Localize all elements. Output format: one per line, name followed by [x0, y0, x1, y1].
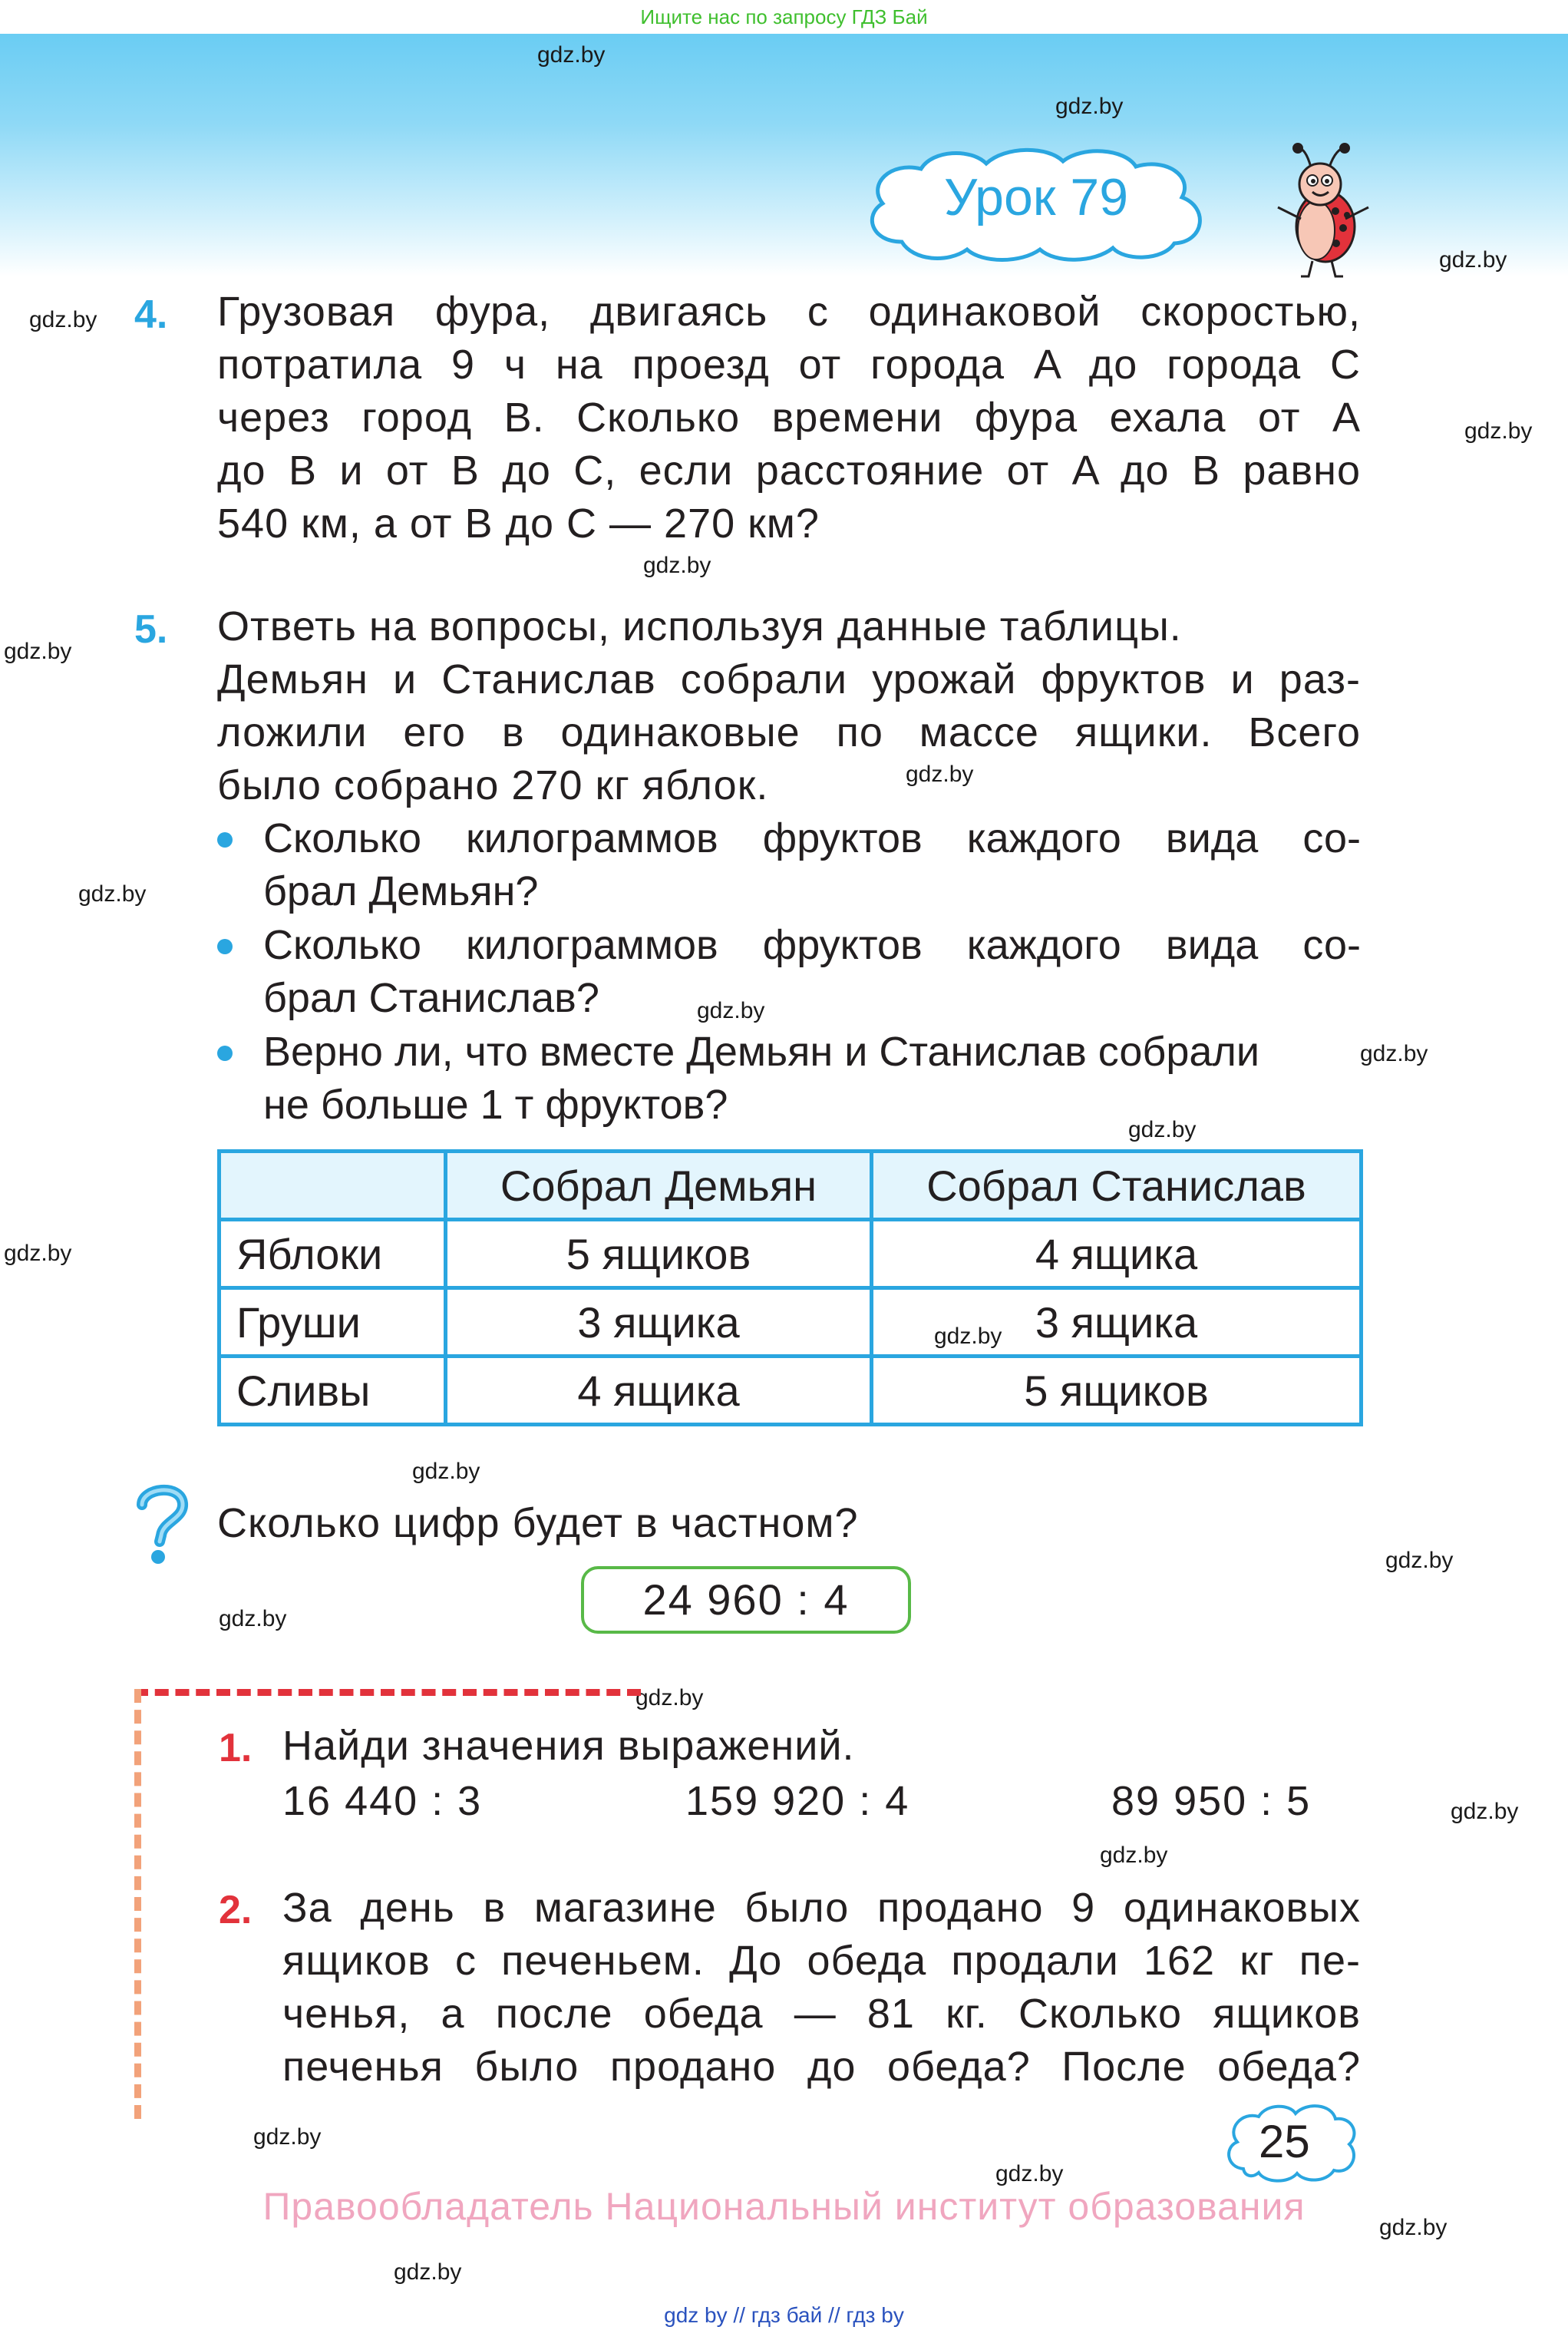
table-row	[220, 1357, 1362, 1425]
watermark: gdz.by	[643, 553, 711, 578]
watermark: gdz.by	[1451, 1799, 1519, 1824]
watermark: gdz.by	[394, 2259, 462, 2285]
table-row	[220, 1220, 1362, 1288]
watermark: gdz.by	[1379, 2215, 1448, 2240]
text-line: брал Станислав?	[263, 975, 599, 1021]
table-header-cell: Собрал Станислав	[872, 1152, 1362, 1220]
text-line: через город B. Сколько времени фура ехала от A	[217, 395, 1361, 441]
text-line: потратила 9 ч на проезд от города A до города C	[217, 342, 1361, 388]
table-cell: 4 ящика	[872, 1220, 1362, 1288]
watermark: gdz.by	[4, 1241, 72, 1266]
expression: 159 920 : 4	[685, 1778, 910, 1824]
text-line: было собрано 270 кг яблок.	[217, 762, 769, 808]
task-number: 5.	[134, 607, 168, 652]
table-row	[220, 1288, 1362, 1357]
watermark: gdz.by	[906, 762, 974, 787]
watermark: gdz.by	[219, 1606, 287, 1631]
table-header-cell	[220, 1152, 446, 1220]
question-bullet	[217, 919, 1361, 1026]
question-bullet	[217, 1026, 1361, 1133]
text-line: до B и от B до C, если расстояние от A до B равно	[217, 448, 1361, 494]
table-cell: 4 ящика	[446, 1357, 872, 1425]
lesson-title: Урок 79	[944, 168, 1129, 226]
watermark: gdz.by	[253, 2124, 322, 2150]
text-line: За день в магазине было продано 9 одинаковых	[282, 1885, 1361, 1931]
watermark: gdz.by	[635, 1685, 704, 1710]
watermark: gdz.by	[4, 639, 72, 664]
watermark: gdz.by	[412, 1459, 480, 1484]
text-line: ложили его в одинаковые по массе ящики. Всего	[217, 709, 1361, 755]
bullet-dot	[217, 939, 233, 954]
watermark: gdz.by	[1128, 1117, 1197, 1142]
text-line: ченья, а после обеда — 81 кг. Сколько ящиков	[282, 1991, 1361, 2037]
watermark: gdz.by	[934, 1324, 1002, 1349]
text-line: Демьян и Станислав собрали урожай фруктов и раз-	[217, 656, 1361, 702]
text-line: Найди значения выражений.	[282, 1723, 855, 1769]
homework-2-text	[282, 1882, 1361, 2094]
question-text	[217, 1497, 1361, 1550]
expression: 16 440 : 3	[282, 1778, 483, 1824]
question-bullet	[217, 812, 1361, 920]
table-cell: 5 ящиков	[872, 1357, 1362, 1425]
bullet-dot	[217, 832, 233, 848]
table-cell: 3 ящика	[446, 1288, 872, 1357]
homework-border-left	[134, 1689, 141, 2119]
table-cell: 3 ящика	[872, 1288, 1362, 1357]
text-line: Сколько килограммов фруктов каждого вида со-	[263, 922, 1361, 968]
watermark: gdz.by	[537, 42, 606, 68]
text-line: Грузовая фура, двигаясь с одинаковой скоростью,	[217, 289, 1361, 335]
task-5-text	[217, 600, 1361, 812]
watermark: gdz.by	[1464, 418, 1533, 444]
watermark: gdz.by	[1055, 94, 1124, 119]
table-cell: Яблоки	[220, 1220, 446, 1288]
copyright-owner: Правообладатель Национальный институт образования	[262, 2185, 1306, 2228]
harvest-table	[217, 1149, 1363, 1426]
task-4-text	[217, 286, 1361, 550]
search-hint-bar: Ищите нас по запросу ГДЗ Бай	[0, 0, 1568, 34]
bottom-links[interactable]: gdz by // гдз бай // гдз by	[664, 2303, 904, 2327]
division-expression-box: 24 960 : 4	[581, 1566, 911, 1634]
watermark: gdz.by	[995, 2161, 1064, 2186]
watermark: gdz.by	[697, 998, 765, 1023]
table-header-cell: Собрал Демьян	[446, 1152, 872, 1220]
homework-border-top	[134, 1689, 641, 1696]
task-number: 4.	[134, 292, 168, 337]
homework-1-text	[282, 1720, 1361, 1773]
watermark: gdz.by	[78, 881, 147, 907]
watermark: gdz.by	[1439, 247, 1507, 273]
table-cell: 5 ящиков	[446, 1220, 872, 1288]
page-number: 25	[1259, 2116, 1310, 2167]
text-line: Сколько цифр будет в частном?	[217, 1500, 859, 1546]
expression: 89 950 : 5	[1111, 1778, 1312, 1824]
text-line: ящиков с печеньем. До обеда продали 162 кг пе-	[282, 1938, 1361, 1984]
table-header-row	[220, 1152, 1362, 1220]
watermark: gdz.by	[1100, 1843, 1168, 1868]
text-line: брал Демьян?	[263, 868, 539, 914]
ladybug-icon	[1270, 142, 1378, 280]
text-line: Верно ли, что вместе Демьян и Станислав собрали	[263, 1029, 1260, 1075]
text-line: не больше 1 т фруктов?	[263, 1082, 728, 1128]
expression-row	[282, 1777, 1361, 1831]
question-mark-icon	[130, 1482, 192, 1566]
watermark: gdz.by	[1360, 1041, 1428, 1066]
text-line: 540 км, а от B до C — 270 км?	[217, 501, 820, 547]
watermark: gdz.by	[1385, 1548, 1454, 1573]
text-line: Сколько килограммов фруктов каждого вида со-	[263, 815, 1361, 861]
table-cell: Груши	[220, 1288, 446, 1357]
text-line: Ответь на вопросы, используя данные таблицы.	[217, 603, 1182, 649]
table-cell: Сливы	[220, 1357, 446, 1425]
bullet-dot	[217, 1046, 233, 1061]
task-number: 1.	[219, 1726, 253, 1770]
watermark: gdz.by	[29, 307, 97, 332]
task-number: 2.	[219, 1888, 253, 1932]
text-line: печенья было продано до обеда? После обеда?	[282, 2044, 1361, 2090]
